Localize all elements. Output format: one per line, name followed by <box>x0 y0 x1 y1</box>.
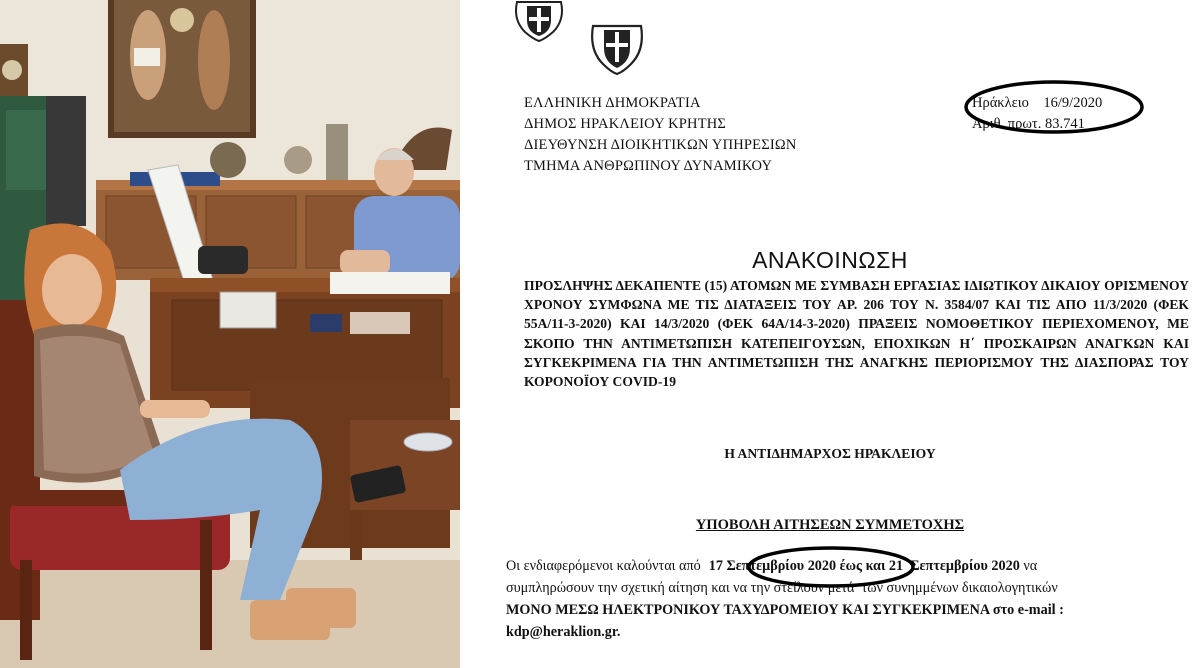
body-line-email-only: ΜΟΝΟ ΜΕΣΩ ΗΛΕΚΤΡΟΝΙΚΟΥ ΤΑΧΥΔΡΟΜΕΙΟΥ ΚΑΙ ΣΥΓΚΕΚΡΙΜΕΝΑ στο e-mail : <box>506 602 1064 618</box>
header-line-department: ΤΜΗΜΑ ΑΝΘΡΩΠΙΝΟΥ ΔΥΝΑΜΙΚΟΥ <box>524 158 773 174</box>
body-line-instructions: συμπληρώσουν την σχετική αίτηση και να την στείλουν μετά των συνημμένων δικαιολογητικών <box>506 580 1058 596</box>
announcement-subject: ΠΡΟΣΛΗΨΗΣ ΔΕΚΑΠΕΝΤΕ (15) ΑΤΟΜΩΝ ΜΕ ΣΥΜΒΑΣΗ ΕΡΓΑΣΙΑΣ ΙΔΙΩΤΙΚΟΥ ΔΙΚΑΙΟΥ ΟΡΙΣΜΕΝΟΥ ΧΡΟΝΟΥ ΣΥΜΦΩΝΑ ΜΕ ΤΙΣ ΔΙΑΤΑΞΕΙΣ ΤΟΥ ΑΡ. 206 ΤΟΥ Ν. 3584/07 ΚΑΙ ΤΙΣ ΑΠΟ 11/3/2020 (ΦΕΚ 55Α/11-3-2020) ΚΑΙ 14/3/2020 (ΦΕΚ 64Α/14-3-2020) ΠΡΑΞΕΙΣ ΝΟΜΟΘΕΤΙΚΟΥ ΠΕΡΙΕΧΟΜΕΝΟΥ, ΜΕ ΣΚΟΠΟ ΤΗΝ ΑΝΤΙΜΕΤΩΠΙΣΗ ΚΑΤΕΠΕΙΓΟΥΣΩΝ, ΕΠΟΧΙΚΩΝ Η΄ ΠΡΟΣΚΑΙΡΩΝ ΑΝΑΓΚΩΝ ΚΑΙ ΣΥΓΚΕΚΡΙΜΕΝΑ ΓΙΑ ΤΗΝ ΑΝΤΙΜΕΤΩΠΙΣΗ ΤΗΣ ΑΝΑΓΚΗΣ ΠΕΡΙΟΡΙΣΜΟΥ ΤΗΣ ΔΙΑΣΠΟΡΑΣ ΤΟΥ ΚΟΡΟΝΟΪΟΥ COVID-19 <box>524 278 1189 390</box>
signatory-line: Η ΑΝΤΙΔΗΜΑΡΧΟΣ ΗΡΑΚΛΕΙΟΥ <box>724 446 936 461</box>
header-line-municipality: ΔΗΜΟΣ ΗΡΑΚΛΕΙΟΥ ΚΡΗΤΗΣ <box>524 116 727 132</box>
application-end-date: 21 Σεπτεμβρίου 2020 <box>888 558 1020 574</box>
office-meeting-photo <box>0 0 460 668</box>
body-suffix: να <box>1023 558 1038 574</box>
until-word: έως και <box>839 558 886 574</box>
section-heading: ΥΠΟΒΟΛΗ ΑΙΤΗΣΕΩΝ ΣΥΜΜΕΤΟΧΗΣ <box>695 517 965 533</box>
document-title: ΑΝΑΚΟΙΝΩΣΗ <box>752 247 908 273</box>
header-line-republic: ΕΛΛΗΝΙΚΗ ΔΗΜΟΚΡΑΤΙΑ <box>524 95 701 111</box>
photo-illustration <box>0 0 460 668</box>
document-date: Ηράκλειο 16/9/2020 <box>972 95 1103 111</box>
announcement-document <box>460 0 1200 668</box>
highlight-ellipse-start-date <box>745 544 917 590</box>
issuer-header <box>524 93 797 177</box>
highlight-ellipse-date <box>962 78 1146 136</box>
greek-coat-of-arms-icon <box>588 20 646 76</box>
protocol-number: Αριθ. πρωτ. 83.741 <box>972 116 1085 132</box>
contact-email: kdp@heraklion.gr. <box>506 624 621 640</box>
application-start-date: 17 Σεπτεμβρίου 2020 <box>708 558 837 574</box>
header-line-directorate: ΔΙΕΥΘΥΝΣΗ ΔΙΟΙΚΗΤΙΚΩΝ ΥΠΗΡΕΣΙΩΝ <box>524 137 797 153</box>
greek-coat-of-arms-icon <box>512 0 566 42</box>
body-prefix: Οι ενδιαφερόμενοι καλούνται από <box>506 558 701 574</box>
